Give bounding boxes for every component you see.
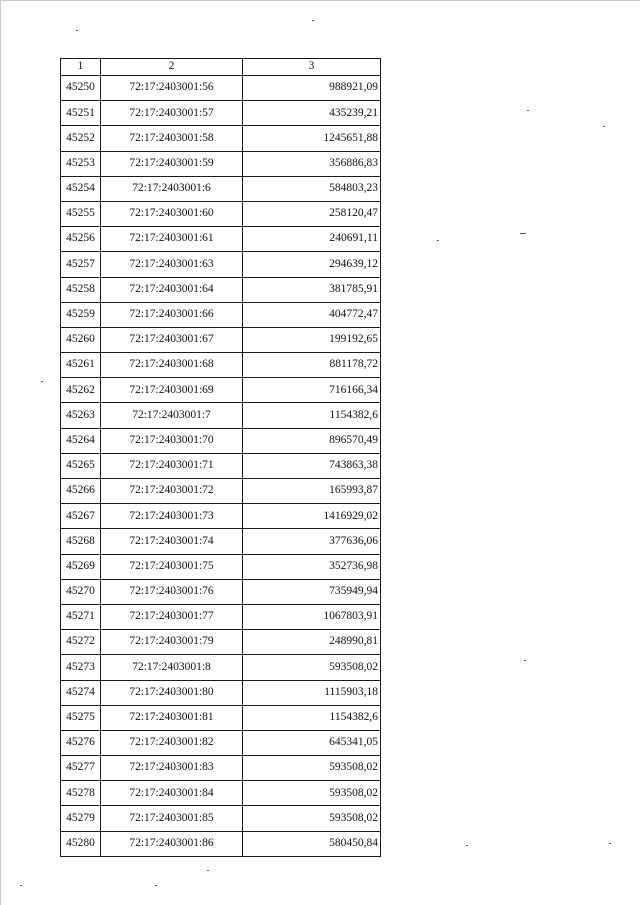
cell-value: 593508,02 [243,655,381,680]
table-row [61,327,381,352]
cell-cadastral-number: 72:17:2403001:59 [101,151,243,176]
cell-value: 1115903,18 [243,680,381,705]
table-row [61,554,381,579]
cell-cadastral-number: 72:17:2403001:83 [101,756,243,781]
scan-speck [524,660,526,661]
table-row [61,655,381,680]
cell-record-number: 45271 [61,604,101,629]
cell-value: 1416929,02 [243,504,381,529]
scan-speck [76,30,78,31]
cell-record-number: 45250 [61,76,101,101]
table-row [61,680,381,705]
cell-cadastral-number: 72:17:2403001:74 [101,529,243,554]
cell-value: 356886,83 [243,151,381,176]
scan-speck [609,843,611,844]
cell-value: 584803,23 [243,176,381,201]
cell-cadastral-number: 72:17:2403001:61 [101,227,243,252]
table-row [61,705,381,730]
table-container [60,58,380,857]
header-cell-record-number: 1 [61,59,101,76]
cell-cadastral-number: 72:17:2403001:84 [101,781,243,806]
table-row [61,428,381,453]
table-row [61,227,381,252]
cell-record-number: 45265 [61,453,101,478]
cell-value: 294639,12 [243,252,381,277]
cell-value: 881178,72 [243,353,381,378]
table-row [61,831,381,856]
cell-record-number: 45254 [61,176,101,201]
cell-cadastral-number: 72:17:2403001:79 [101,630,243,655]
cell-value: 199192,65 [243,327,381,352]
cell-record-number: 45266 [61,479,101,504]
cell-value: 735949,94 [243,579,381,604]
cell-cadastral-number: 72:17:2403001:72 [101,479,243,504]
cell-record-number: 45255 [61,201,101,226]
table-row [61,252,381,277]
cell-record-number: 45262 [61,378,101,403]
cell-cadastral-number: 72:17:2403001:85 [101,806,243,831]
cell-record-number: 45259 [61,302,101,327]
cell-value: 258120,47 [243,201,381,226]
table-row [61,504,381,529]
cell-value: 1154382,6 [243,403,381,428]
cell-value: 248990,81 [243,630,381,655]
cell-value: 1067803,91 [243,604,381,629]
cell-cadastral-number: 72:17:2403001:73 [101,504,243,529]
scan-speck [466,845,468,846]
cell-value: 352736,98 [243,554,381,579]
cell-value: 165993,87 [243,479,381,504]
table-row [61,353,381,378]
cell-value: 743863,38 [243,453,381,478]
scan-speck [520,233,526,234]
cell-cadastral-number: 72:17:2403001:7 [101,403,243,428]
cell-record-number: 45276 [61,730,101,755]
cell-value: 435239,21 [243,101,381,126]
table-row [61,378,381,403]
cell-record-number: 45275 [61,705,101,730]
cell-record-number: 45260 [61,327,101,352]
table-row [61,806,381,831]
cell-record-number: 45278 [61,781,101,806]
cell-cadastral-number: 72:17:2403001:67 [101,327,243,352]
cell-record-number: 45280 [61,831,101,856]
table-header-row [61,59,381,76]
cell-cadastral-number: 72:17:2403001:68 [101,353,243,378]
cell-cadastral-number: 72:17:2403001:8 [101,655,243,680]
cell-record-number: 45261 [61,353,101,378]
cell-record-number: 45268 [61,529,101,554]
cell-cadastral-number: 72:17:2403001:70 [101,428,243,453]
cell-record-number: 45258 [61,277,101,302]
cell-cadastral-number: 72:17:2403001:58 [101,126,243,151]
table-row [61,151,381,176]
cell-record-number: 45270 [61,579,101,604]
scan-speck [603,126,605,127]
table-row [61,176,381,201]
cell-value: 240691,11 [243,227,381,252]
table-row [61,101,381,126]
table-row [61,201,381,226]
page-edge-top [0,0,640,1]
table-row [61,126,381,151]
cell-cadastral-number: 72:17:2403001:66 [101,302,243,327]
table-row [61,453,381,478]
cell-value: 988921,09 [243,76,381,101]
cell-cadastral-number: 72:17:2403001:81 [101,705,243,730]
table-body [61,76,381,857]
scan-speck [312,20,314,21]
table-row [61,529,381,554]
table-row [61,781,381,806]
table-row [61,277,381,302]
scan-speck [527,110,529,111]
cell-cadastral-number: 72:17:2403001:76 [101,579,243,604]
cell-record-number: 45267 [61,504,101,529]
cell-value: 1245651,88 [243,126,381,151]
cell-record-number: 45277 [61,756,101,781]
scan-speck [207,870,209,871]
cell-value: 1154382,6 [243,705,381,730]
header-cell-cadastral-number: 2 [101,59,243,76]
cell-value: 716166,34 [243,378,381,403]
cell-record-number: 45263 [61,403,101,428]
table-row [61,403,381,428]
cell-value: 593508,02 [243,781,381,806]
cell-record-number: 45251 [61,101,101,126]
table-row [61,579,381,604]
cell-cadastral-number: 72:17:2403001:63 [101,252,243,277]
table-row [61,76,381,101]
cell-cadastral-number: 72:17:2403001:64 [101,277,243,302]
cell-record-number: 45264 [61,428,101,453]
cell-cadastral-number: 72:17:2403001:69 [101,378,243,403]
cell-value: 381785,91 [243,277,381,302]
table-row [61,302,381,327]
table-row [61,604,381,629]
cell-cadastral-number: 72:17:2403001:60 [101,201,243,226]
data-table [60,58,381,857]
cell-record-number: 45279 [61,806,101,831]
cell-record-number: 45269 [61,554,101,579]
cell-cadastral-number: 72:17:2403001:57 [101,101,243,126]
table-row [61,756,381,781]
cell-record-number: 45273 [61,655,101,680]
cell-value: 645341,05 [243,730,381,755]
scan-speck [20,885,22,886]
cell-cadastral-number: 72:17:2403001:56 [101,76,243,101]
cell-cadastral-number: 72:17:2403001:77 [101,604,243,629]
cell-value: 593508,02 [243,756,381,781]
scan-speck [155,885,157,886]
scan-speck [437,240,439,241]
table-row [61,630,381,655]
header-cell-value: 3 [243,59,381,76]
cell-value: 580450,84 [243,831,381,856]
cell-record-number: 45252 [61,126,101,151]
cell-cadastral-number: 72:17:2403001:82 [101,730,243,755]
cell-value: 896570,49 [243,428,381,453]
cell-value: 593508,02 [243,806,381,831]
cell-cadastral-number: 72:17:2403001:80 [101,680,243,705]
cell-cadastral-number: 72:17:2403001:86 [101,831,243,856]
cell-cadastral-number: 72:17:2403001:6 [101,176,243,201]
page-edge-left [0,0,1,905]
cell-cadastral-number: 72:17:2403001:71 [101,453,243,478]
table-row [61,730,381,755]
cell-record-number: 45272 [61,630,101,655]
table-row [61,479,381,504]
cell-value: 377636,06 [243,529,381,554]
scan-speck [41,381,43,382]
cell-record-number: 45256 [61,227,101,252]
cell-record-number: 45253 [61,151,101,176]
cell-value: 404772,47 [243,302,381,327]
cell-cadastral-number: 72:17:2403001:75 [101,554,243,579]
cell-record-number: 45257 [61,252,101,277]
cell-record-number: 45274 [61,680,101,705]
